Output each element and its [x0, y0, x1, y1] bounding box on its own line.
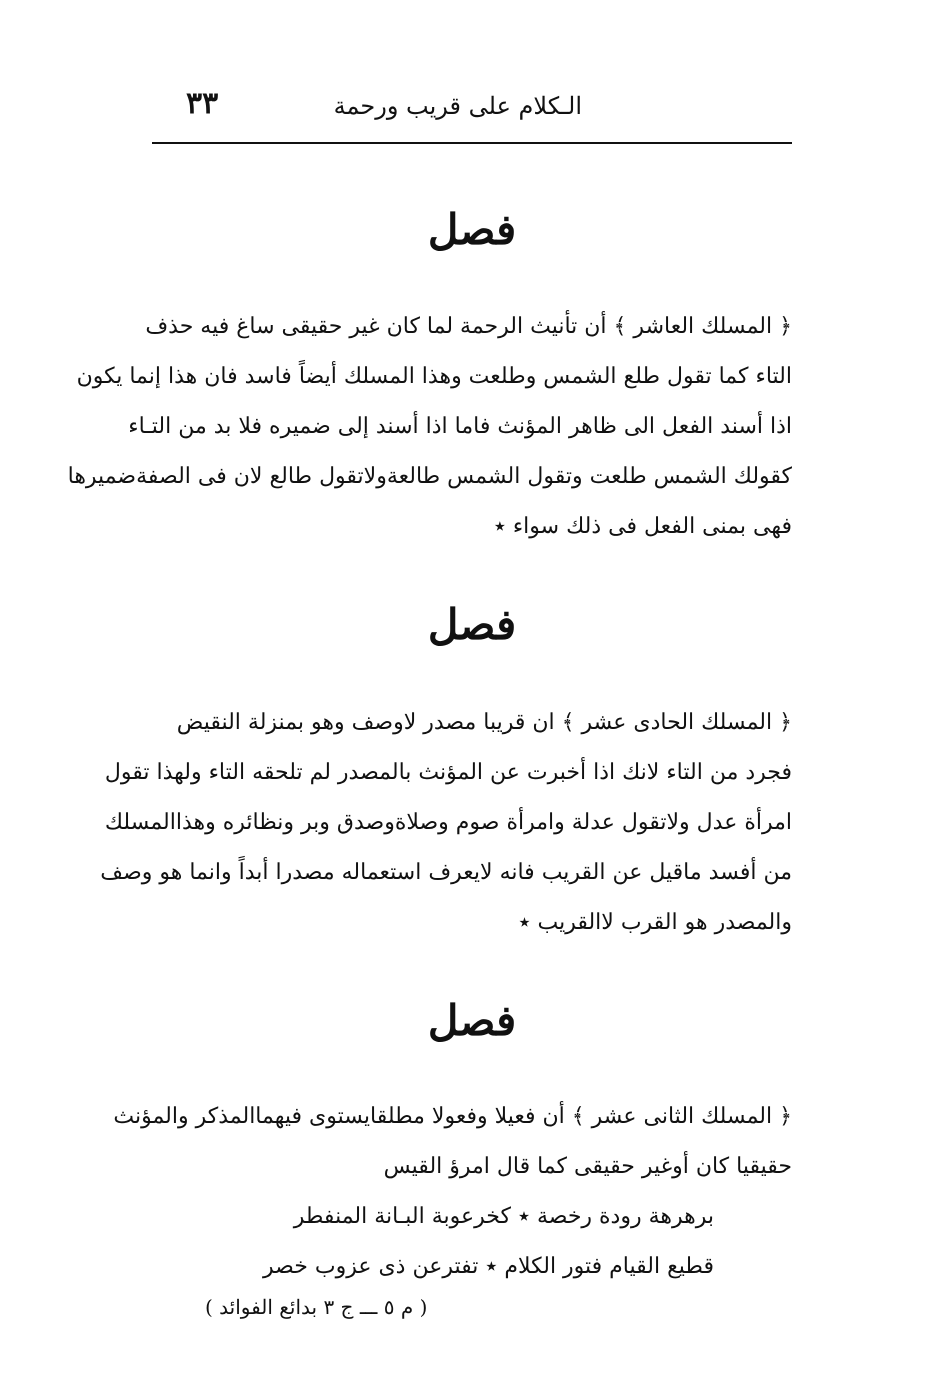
paragraph-line: ﴿ المسلك العاشر ﴾ أن تأنيث الرحمة لما كان غير حقيقى ساغ فيه حذف — [145, 314, 792, 339]
page-number: ٣٣ — [186, 86, 219, 121]
paragraph-line: اذا أسند الفعل الى ظاهر المؤنث فاما اذا أسند إلى ضميره فلا بد من التـاء — [128, 414, 792, 439]
section-heading-3: فصل — [427, 996, 517, 1045]
section-heading-1: فصل — [427, 205, 517, 254]
verse-line: قطيع القيام فتور الكلام ٭ تفترعن ذى عزوب خصر — [263, 1254, 714, 1279]
paragraph-line: من أفسد ماقيل عن القريب فانه لايعرف استعماله مصدرا أبداً وانما هو وصف — [100, 860, 792, 885]
section-heading-2: فصل — [427, 600, 517, 649]
section-paragraph-1 — [67, 302, 792, 552]
paragraph-line: التاء كما تقول طلع الشمس وطلعت وهذا المسلك أيضاً فاسد فان هذا إنما يكون — [76, 364, 792, 389]
paragraph-line: فهى بمنى الفعل فى ذلك سواء ٭ — [493, 514, 792, 539]
poem-verses — [152, 1192, 792, 1292]
section-paragraph-3 — [113, 1092, 792, 1192]
paragraph-line: امرأة عدل ولاتقول عدلة وامرأة صوم وصلاةوصدق وبر ونظائره وهذاالمسلك — [104, 810, 792, 835]
paragraph-line: كقولك الشمس طلعت وتقول الشمس طالعةولاتقول طالع لان فى الصفةضميرها — [67, 464, 792, 489]
section-paragraph-2 — [100, 698, 792, 948]
footer-note: ( م ٥ ـــ ج ٣ بدائع الفوائد ) — [205, 1295, 428, 1319]
paragraph-line: والمصدر هو القرب لاالقريب ٭ — [518, 910, 792, 935]
paragraph-line: فجرد من التاء لانك اذا أخبرت عن المؤنث بالمصدر لم تلحقه التاء ولهذا تقول — [104, 760, 792, 785]
paragraph-line: ﴿ المسلك الثانى عشر ﴾ أن فعيلا وفعولا مطلقايستوى فيهماالمذكر والمؤنث — [113, 1104, 792, 1129]
paragraph-line: ﴿ المسلك الحادى عشر ﴾ ان قريبا مصدر لاوصف وهو بمنزلة النقيض — [176, 710, 792, 735]
page-header — [152, 86, 792, 144]
running-title: الـكلام على قريب ورحمة — [333, 92, 582, 120]
verse-line: برهرهة رودة رخصة ٭ كخرعوبة البـانة المنفطر — [293, 1204, 714, 1229]
paragraph-line: حقيقيا كان أوغير حقيقى كما قال امرؤ القيس — [383, 1154, 792, 1179]
